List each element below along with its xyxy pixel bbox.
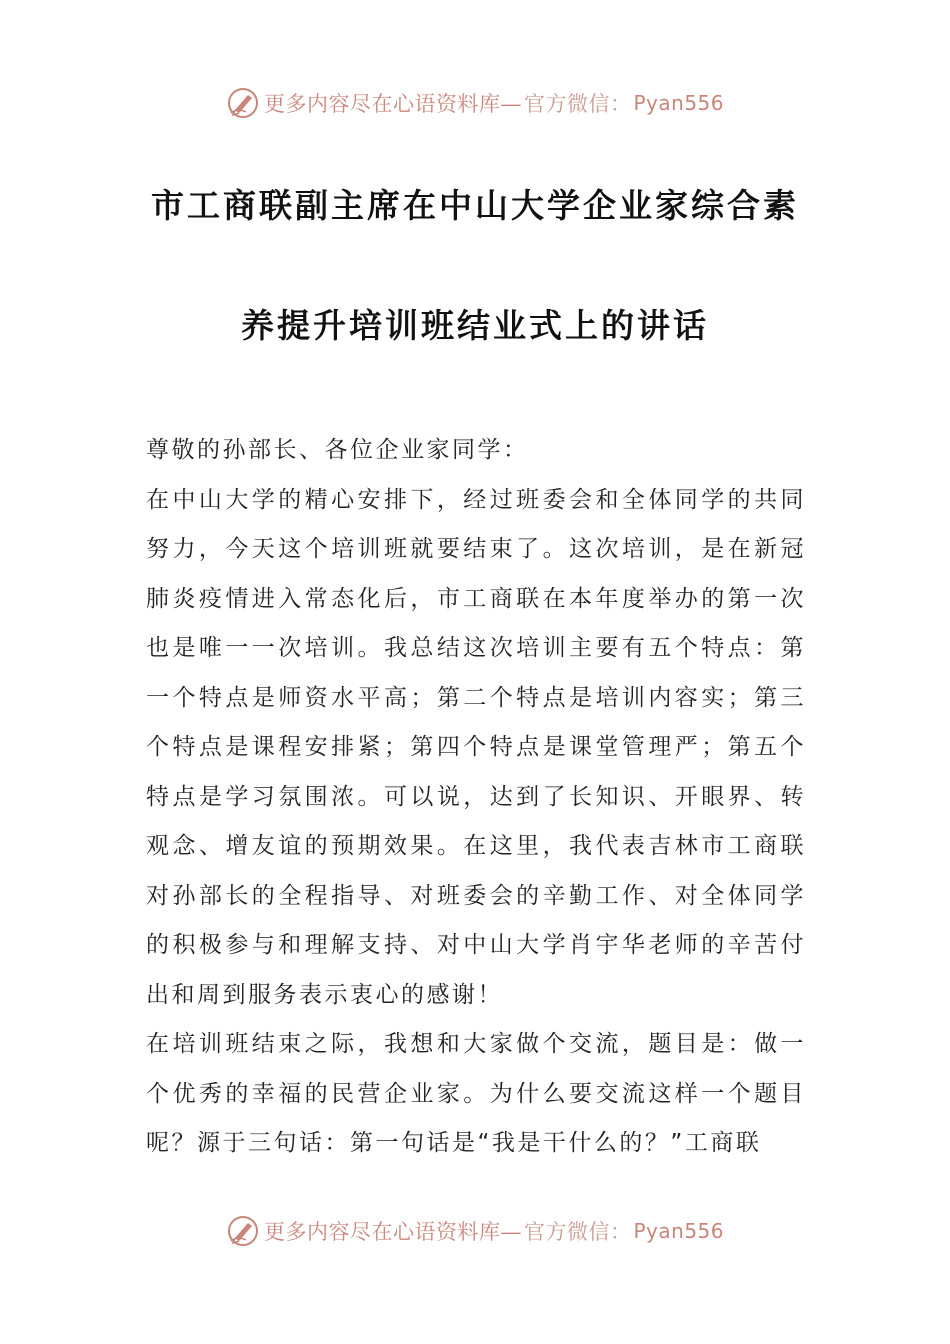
header-watermark — [0, 83, 950, 123]
watermark-text: 更多内容尽在心语资料库— — [263, 1220, 522, 1244]
footer-watermark — [0, 1211, 950, 1251]
pen-logo-icon — [226, 1214, 260, 1248]
watermark-wechat-label: 官方微信： — [523, 1220, 632, 1244]
watermark-text: 更多内容尽在心语资料库— — [263, 92, 522, 116]
watermark-wechat-label: 官方微信： — [523, 92, 632, 116]
paragraph-1: 在中山大学的精心安排下，经过班委会和全体同学的共同努力，今天这个培训班就要结束了。这次培训，是在新冠肺炎疫情进入常态化后，市工商联在本年度举办的第一次也是唯一一次培训。我总结这次培训主要有五个特点：第一个特点是师资水平高；第二个特点是培训内容实；第三个特点是课程安排紧；第四个特点是课堂管理严；第五个特点是学习氛围浓。可以说，达到了长知识、开眼界、转观念、增友谊的预期效果。在这里，我代表吉林市工商联对孙部长的全程指导、对班委会的辛勤工作、对全体同学的积极参与和理解支持、对中山大学肖宇华老师的辛苦付出和周到服务表示衷心的感谢！ — [146, 486, 806, 1008]
watermark-wechat-id: Pyan556 — [633, 91, 724, 115]
watermark-wechat-id: Pyan556 — [633, 1219, 724, 1243]
pen-logo-icon — [226, 86, 260, 120]
paragraph-2: 在培训班结束之际，我想和大家做个交流，题目是：做一个优秀的幸福的民营企业家。为什么要交流这样一个题目呢？源于三句话：第一句话是“我是干什么的？”工商联 — [146, 1031, 806, 1156]
document-title-line-1: 市工商联副主席在中山大学企业家综合素 — [151, 186, 799, 225]
document-title-line-2: 养提升培训班结业式上的讲话 — [241, 306, 709, 345]
document-body — [146, 426, 806, 1169]
salutation: 尊敬的孙部长、各位企业家同学： — [146, 437, 529, 463]
